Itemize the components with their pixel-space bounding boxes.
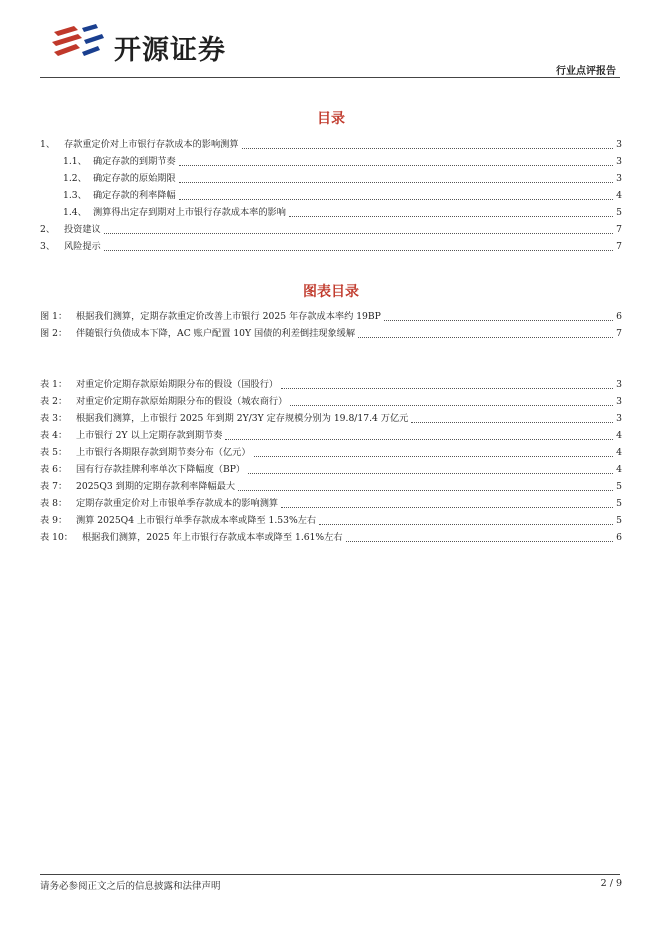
table-number: 表 2： [40,396,68,407]
dot-leader [248,472,613,474]
table-caption: 上市银行 2Y 以上定期存款到期节奏 [76,430,223,441]
figures-title: 图表目录 [303,284,359,300]
toc-item[interactable] [40,238,622,255]
table-number: 表 9： [40,515,68,526]
table-page: 3 [616,396,622,407]
toc-item-page: 3 [616,156,622,167]
table-page: 5 [616,515,622,526]
toc-item-page: 7 [616,241,622,252]
table-caption: 上市银行各期限存款到期节奏分布（亿元） [76,447,251,458]
table-number: 表 10： [40,532,73,543]
table-page: 5 [616,498,622,509]
dot-leader [179,164,613,166]
logo-text: 开源证券 [114,35,226,66]
page-number: 2 / 9 [600,878,622,889]
table-caption: 2025Q3 到期的定期存款利率降幅最大 [76,481,236,492]
dot-leader [290,404,613,406]
table-page: 4 [616,430,622,441]
dot-leader [238,489,613,491]
toc-item-number: 1、 [40,139,56,150]
dot-leader [225,438,613,440]
table-number: 表 7： [40,481,68,492]
figure-number: 图 1： [40,311,68,322]
table-page: 4 [616,447,622,458]
toc-item-number: 1.4、 [63,207,87,218]
table-list-item[interactable] [40,512,622,529]
toc-item-number: 1.1、 [63,156,87,167]
toc-item-text: 确定存款的利率降幅 [93,190,176,201]
table-list-item[interactable] [40,461,622,478]
figure-list-item[interactable] [40,325,622,342]
dot-leader [411,421,613,423]
table-number: 表 6： [40,464,68,475]
dot-leader [358,336,613,338]
toc-item[interactable] [40,221,622,238]
toc-item-page: 3 [616,139,622,150]
footer-disclaimer: 请务必参阅正文之后的信息披露和法律声明 [40,881,221,892]
dot-leader [242,147,614,149]
toc-item[interactable] [63,153,622,170]
table-list-item[interactable] [40,376,622,393]
kaiyuan-logo-icon [48,18,108,62]
dot-leader [289,215,613,217]
toc-item-number: 1.2、 [63,173,87,184]
dot-leader [281,387,613,389]
figure-caption: 伴随银行负债成本下降，AC 账户配置 10Y 国债的利差倒挂现象缓解 [76,328,356,339]
toc-item-number: 2、 [40,224,56,235]
toc-item-page: 5 [616,207,622,218]
toc-item[interactable] [63,204,622,221]
toc-item-text: 确定存款的到期节奏 [93,156,176,167]
dot-leader [179,198,613,200]
toc-title: 目录 [317,111,345,127]
toc-item[interactable] [40,136,622,153]
figure-number: 图 2： [40,328,68,339]
dot-leader [179,181,613,183]
toc-item-number: 1.3、 [63,190,87,201]
dot-leader [254,455,614,457]
toc-item-text: 存款重定价对上市银行存款成本的影响测算 [64,139,239,150]
table-list-item[interactable] [40,427,622,444]
table-page: 6 [616,532,622,543]
company-logo [48,18,288,66]
page-header [40,14,620,76]
table-caption: 根据我们测算，2025 年上市银行存款成本率或降至 1.61%左右 [82,532,343,543]
document-type-label: 行业点评报告 [556,66,616,77]
figure-page: 6 [616,311,622,322]
table-list-item[interactable] [40,478,622,495]
footer-divider [40,874,620,875]
table-page: 3 [616,379,622,390]
table-caption: 对重定价定期存款原始期限分布的假设（国股行） [76,379,279,390]
dot-leader [104,249,613,251]
toc-item-page: 7 [616,224,622,235]
table-caption: 国有行存款挂牌利率单次下降幅度（BP） [76,464,246,475]
table-number: 表 3： [40,413,68,424]
table-list-item[interactable] [40,529,622,546]
toc-item-page: 3 [616,173,622,184]
toc-item[interactable] [63,187,622,204]
toc-item-text: 测算得出定存到期对上市银行存款成本率的影响 [93,207,286,218]
toc-item-text: 投资建议 [64,224,101,235]
figure-page: 7 [616,328,622,339]
dot-leader [384,319,613,321]
dot-leader [104,232,613,234]
dot-leader [346,540,614,542]
table-number: 表 4： [40,430,68,441]
figure-caption: 根据我们测算，定期存款重定价改善上市银行 2025 年存款成本率约 19BP [76,311,381,322]
figure-list-item[interactable] [40,308,622,325]
table-caption: 对重定价定期存款原始期限分布的假设（城农商行） [76,396,288,407]
table-caption: 测算 2025Q4 上市银行单季存款成本率或降至 1.53%左右 [76,515,317,526]
table-number: 表 5： [40,447,68,458]
table-number: 表 8： [40,498,68,509]
table-list-item[interactable] [40,444,622,461]
header-divider [40,77,620,78]
table-caption: 根据我们测算，上市银行 2025 年到期 2Y/3Y 定存规模分别为 19.8/17.4 万亿元 [76,413,409,424]
table-page: 4 [616,464,622,475]
toc-item-page: 4 [616,190,622,201]
table-page: 5 [616,481,622,492]
toc-item[interactable] [63,170,622,187]
table-list-item[interactable] [40,410,622,427]
table-number: 表 1： [40,379,68,390]
dot-leader [319,523,613,525]
table-caption: 定期存款重定价对上市银单季存款成本的影响测算 [76,498,279,509]
toc-item-number: 3、 [40,241,56,252]
toc-item-text: 确定存款的原始期限 [93,173,176,184]
table-list-item[interactable] [40,495,622,512]
dot-leader [281,506,613,508]
table-list-item[interactable] [40,393,622,410]
toc-item-text: 风险提示 [64,241,101,252]
table-page: 3 [616,413,622,424]
